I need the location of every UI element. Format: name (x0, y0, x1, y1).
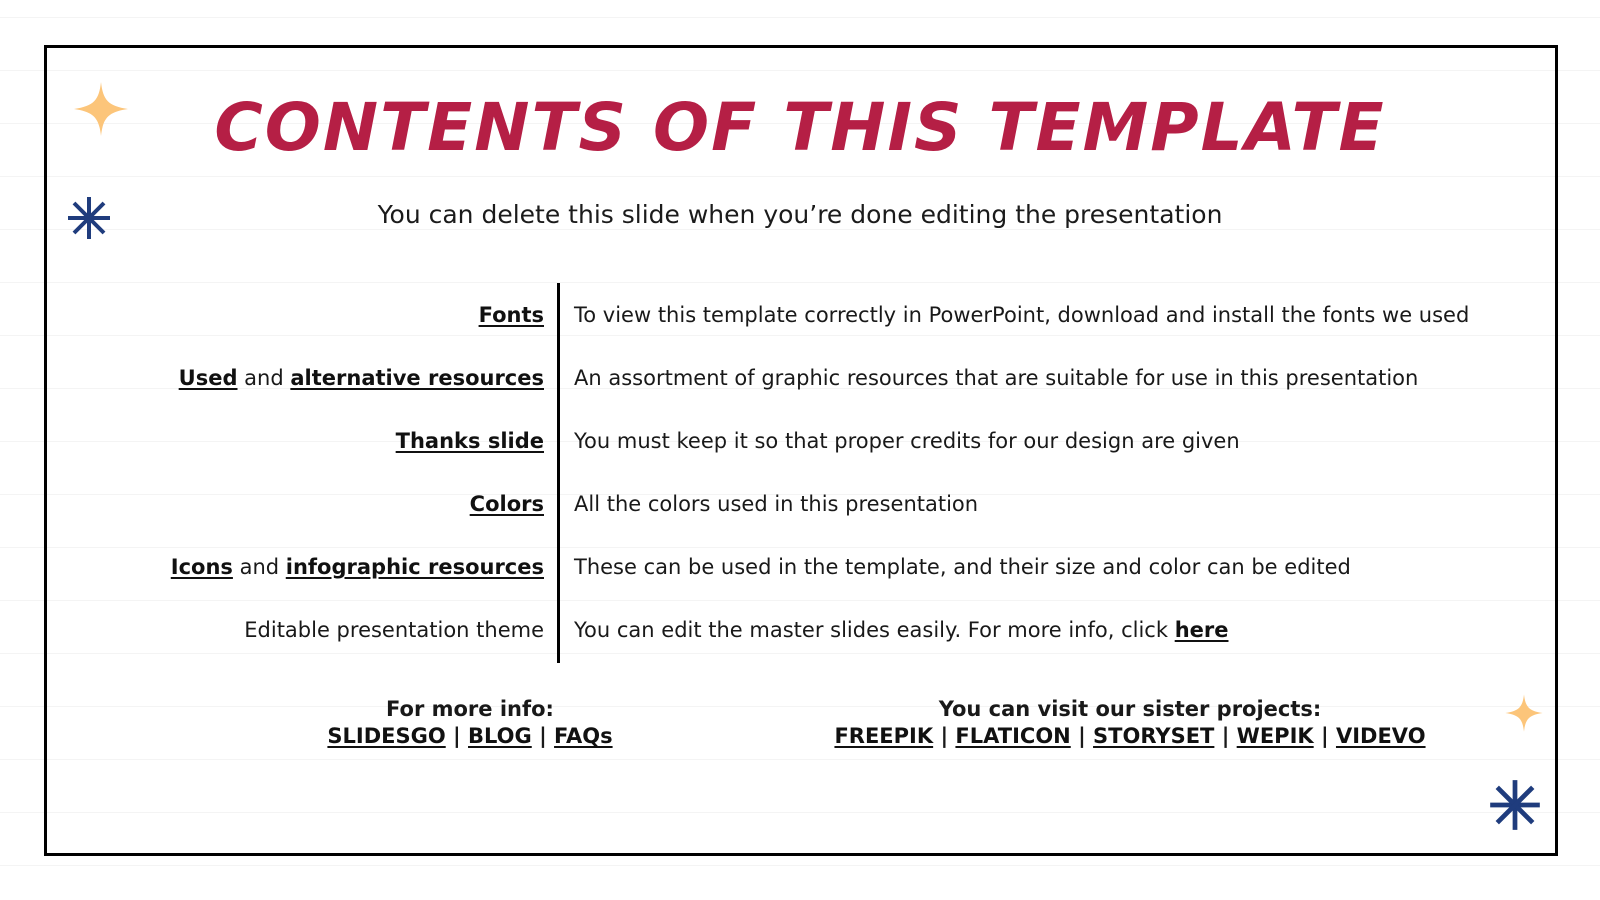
row-description: To view this template correctly in PowerPoint, download and install the fonts we used (574, 303, 1470, 327)
row-description: An assortment of graphic resources that are suitable for use in this presentation (574, 366, 1419, 390)
row-description (574, 610, 1228, 650)
sister-projects-links (830, 723, 1430, 750)
row-description: You must keep it so that proper credits for our design are given (574, 429, 1240, 453)
link-separator: | (940, 724, 949, 748)
freepik-link[interactable]: FREEPIK (834, 724, 934, 748)
description-text: You can edit the master slides easily. For more info, click (574, 618, 1175, 642)
flaticon-link[interactable]: FLATICON (955, 724, 1071, 748)
faqs-link[interactable]: FAQs (554, 724, 613, 748)
row-label (479, 295, 544, 335)
icons-link[interactable]: Icons (170, 555, 233, 579)
blog-link[interactable]: BLOG (468, 724, 532, 748)
more-info-heading: For more info: (386, 697, 554, 721)
row-label (470, 484, 544, 524)
contents-row-theme (0, 610, 1600, 650)
sister-projects-heading: You can visit our sister projects: (938, 697, 1322, 721)
infographic-resources-link[interactable]: infographic resources (285, 555, 544, 579)
contents-row-resources (0, 358, 1600, 398)
row-description: All the colors used in this presentation (574, 492, 979, 516)
row-label (396, 421, 544, 461)
link-separator: | (1320, 724, 1329, 748)
contents-row-colors (0, 484, 1600, 524)
alternative-resources-link[interactable]: alternative resources (290, 366, 544, 390)
label-connector: and (232, 555, 286, 579)
link-separator: | (1078, 724, 1086, 748)
contents-row-thanks (0, 421, 1600, 461)
link-separator: | (1221, 724, 1230, 748)
used-resources-link[interactable]: Used (178, 366, 238, 390)
fonts-link[interactable]: Fonts (478, 303, 544, 327)
row-label (171, 547, 544, 587)
colors-link[interactable]: Colors (469, 492, 544, 516)
label-connector: and (237, 366, 291, 390)
link-separator: | (539, 724, 547, 748)
thanks-slide-link[interactable]: Thanks slide (395, 429, 544, 453)
here-link[interactable]: here (1174, 618, 1229, 642)
contents-row-icons (0, 547, 1600, 587)
sparkle-star-icon (1504, 693, 1544, 733)
slidesgo-link[interactable]: SLIDESGO (327, 724, 446, 748)
videvo-link[interactable]: VIDEVO (1335, 724, 1426, 748)
sister-projects-block (830, 696, 1430, 750)
row-label: Editable presentation theme (244, 618, 544, 642)
slide-title: CONTENTS OF THIS TEMPLATE (214, 89, 1386, 166)
wepik-link[interactable]: WEPIK (1236, 724, 1314, 748)
storyset-link[interactable]: STORYSET (1093, 724, 1215, 748)
link-separator: | (453, 724, 461, 748)
row-description: These can be used in the template, and their size and color can be edited (574, 555, 1351, 579)
row-label (179, 358, 544, 398)
vertical-divider (557, 283, 560, 663)
contents-row-fonts (0, 295, 1600, 335)
asterisk-icon (1489, 779, 1541, 831)
slide-subtitle: You can delete this slide when you’re done editing the presentation (377, 200, 1223, 229)
more-info-block (270, 696, 670, 750)
more-info-links (270, 723, 670, 750)
